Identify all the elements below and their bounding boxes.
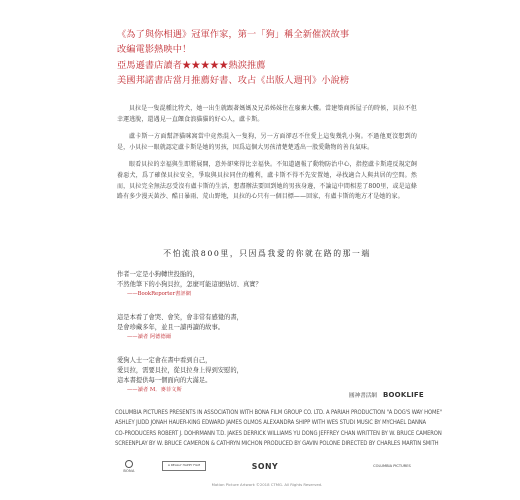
copyright-notice: Motion Picture Artwork ©2018 CTMG. All Rights Reserved. [211,482,323,487]
review-quote [117,313,317,342]
promo-bestseller-note: 美國邦諾書店當月推薦好書、攻占《出版人週刊》小說榜 [117,74,350,86]
credit-line: ASHLEY JUDD JONAH HAUER-KING EDWARD JAMES OLMOS ALEXANDRA SHIPP WITH WES STUDI MUSIC BY MYCHAEL DANNA [115,418,427,427]
film-credit-block [115,407,442,448]
quote-line: 這本書提供每一個面向的大滿足。 [117,377,212,384]
publisher-name: 圓神書活網 [349,393,377,399]
quote-source: ——BookReporter書評網 [127,291,191,297]
studio-logo-row [117,458,417,474]
quote-line: 是會珍藏多年，並且一讀再讀的故事。 [117,324,225,331]
columbia-logo-text: COLUMBIA PICTURES [373,463,411,468]
credit-line: COLUMBIA PICTURES PRESENTS IN ASSOCIATION WITH BONA FILM GROUP CO. LTD. A PARIAH PRODUCTION "A DOG'S WAY HOME" [115,408,442,416]
tagline: 不怕流浪800里，只因爲我愛的你就在路的那一端 [163,249,371,258]
quote-line: 愛貝拉，需要貝拉，從貝拉身上得到安慰的， [117,367,243,374]
bona-emblem-icon [125,460,133,468]
credit-line: SCREENPLAY BY W. BRUCE CAMERON & CATHRYN MICHON PRODUCED BY GAVIN POLONE DIRECTED BY CHARLES MARTIN SMITH [115,438,439,447]
synopsis-paragraph: 盧卡斯一方面幫評貓咪窩當中竟然混入一隻狗，另一方面卻忍不住愛上這隻幾乳小狗。不過他更沒想到的是，小貝拉一眼就認定盧卡斯是她的男孩，因爲這個大男孩清楚楚透出一股愛動物的善良氣味。 [117,133,417,151]
quote-line: 作者一定是小狗轉世投胎的， [117,271,199,278]
review-quote [117,270,317,299]
rating-box: A REALLY HAPPY FILM [162,461,206,471]
synopsis [117,104,417,210]
promo-film-note: 改編電影熱映中！ [117,44,192,56]
quote-source: ——讀者 M．麥菲文斯 [127,387,182,393]
credit-line: CO-PRODUCERS ROBERT J. DOHRMANN T.D. JAKES DERRICK WILLIAMS YU DONG JEFFREY CHAN WRITTEN BY W. BRUCE CAMERON [115,428,442,437]
synopsis-paragraph: 貝拉是一隻混種比特犬，她一出生就跟著媽媽及兄弟姊妹住在廢棄大樓。當建築商拆屋子的時候，貝拉不但幸運逃脫，還遇見一直餵食浪貓貓的好心人，盧卡斯。 [117,105,417,123]
quote-line: 這是本看了會哭、會笑，會非常有感覺的書， [117,314,243,321]
bona-logo-text: BONA [123,468,135,473]
booklife-logo: BOOKLIFE [382,391,424,399]
synopsis-paragraph: 眼看貝拉的幸福與生即將展開，意外卻來得比幸福快。不知道過報了動物防治中心，指控盧卡斯違反規定飼養惡犬，爲了確保貝拉安全，爭取與貝拉同住的權利，盧卡斯不得不先安置她，尋找適合人與共居的空間。然而，貝拉完全無法忍受沒有盧卡斯的生活，想盡辦法要回到她的男孩身邊，不論這中間相差了800里，或是這條路有多少漫天黃沙、酷日暴雨、荒山野地，貝拉的心只有一個目標——回家，有盧卡斯的地方才是她的家。 [117,161,417,201]
bona-logo [117,458,141,474]
review-quote [117,356,317,395]
sony-logo: SONY [251,461,279,471]
promo-block [117,27,417,88]
quote-source: ——讀者 阿德德爾 [127,334,172,340]
promo-headline: 《為了與你相遇》冠軍作家，第一「狗」稱全新催淚故事 [117,29,350,40]
promo-amazon-rating: 亞馬遜書店讀者★★★★★熱淚推薦 [117,59,266,71]
quote-line: 愛狗人士一定會在書中看到自己， [117,357,212,364]
quote-line: 不然他筆下的小狗貝拉，怎麼可能這麼貼切、真實？ [117,281,262,288]
publisher-mark [349,389,424,401]
columbia-pictures-logo [372,458,412,474]
